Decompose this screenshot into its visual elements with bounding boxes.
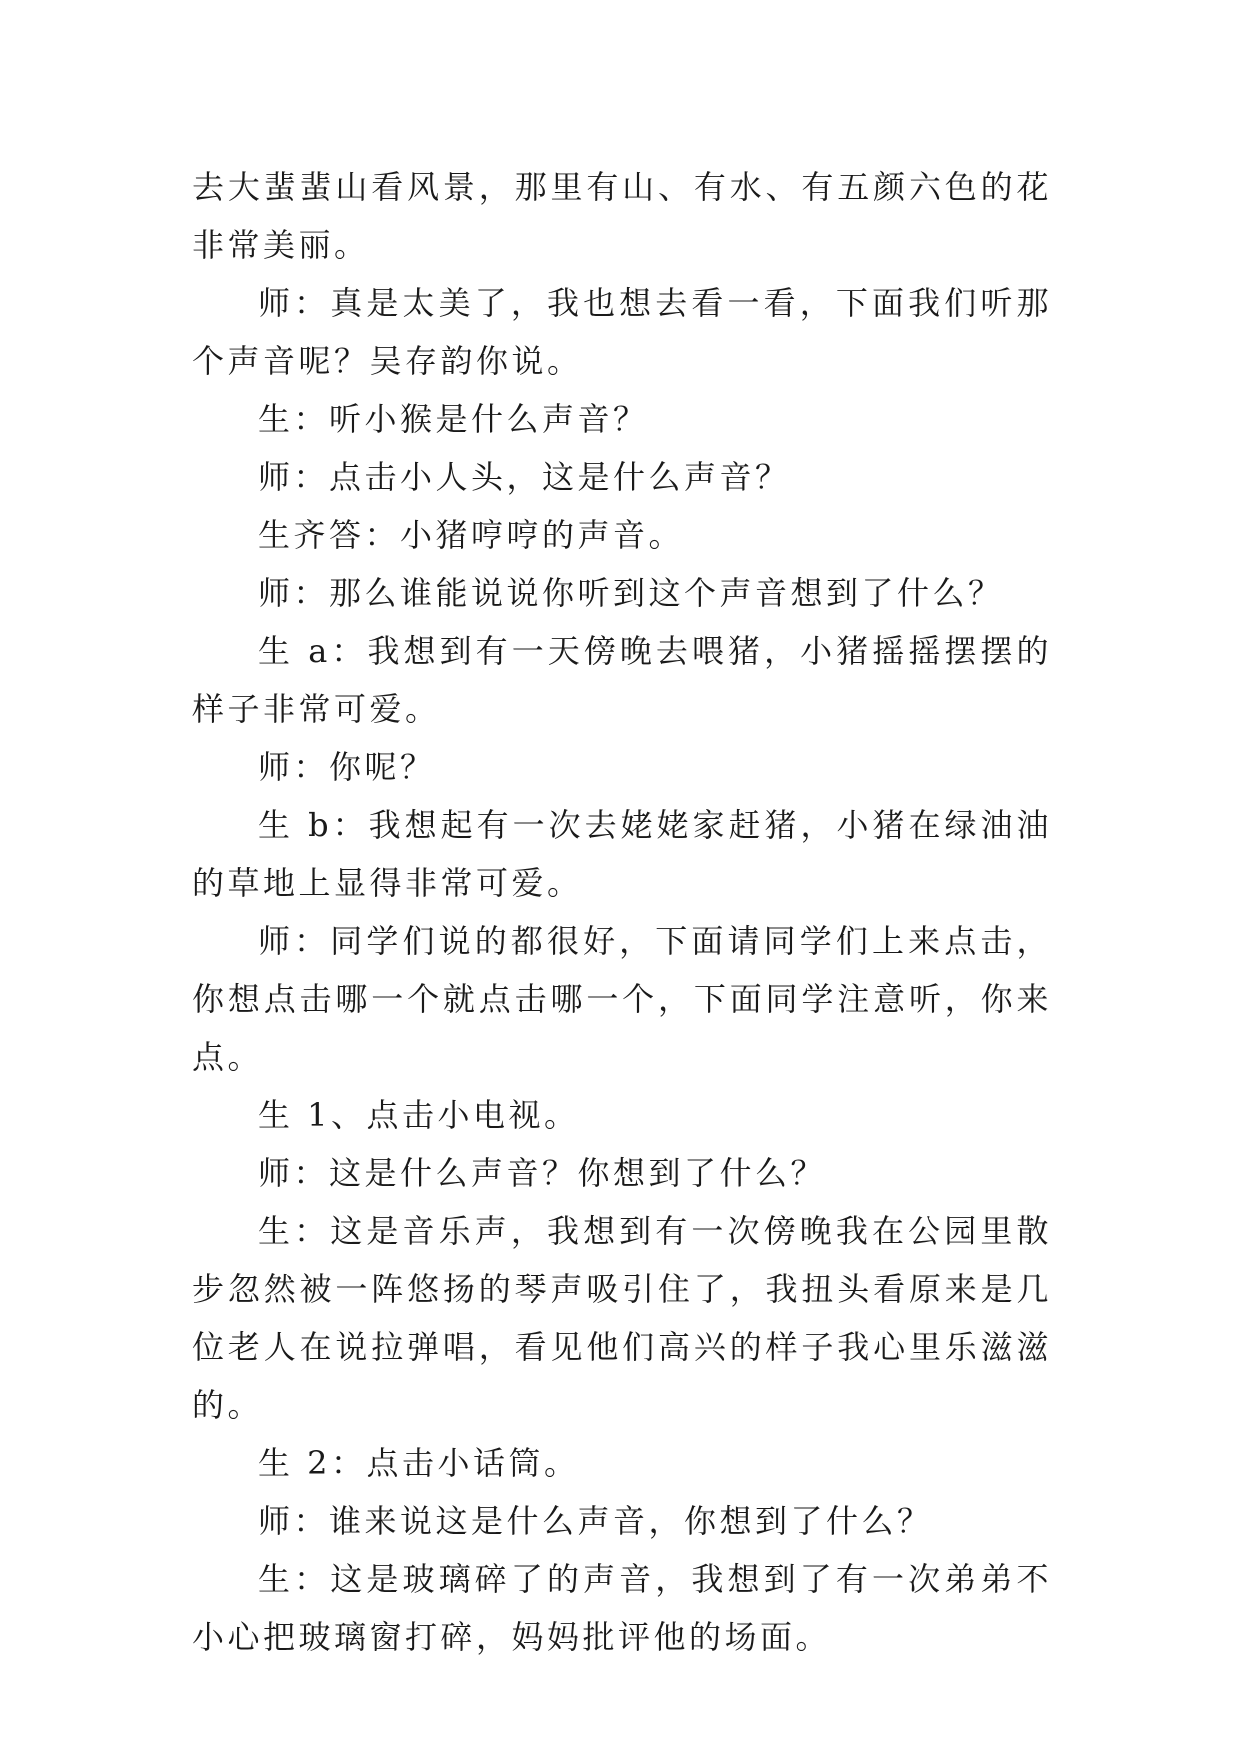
paragraph: 去大蜚蜚山看风景，那里有山、有水、有五颜六色的花非常美丽。 <box>192 168 1052 264</box>
paragraph: 生齐答：小猪哼哼的声音。 <box>258 516 685 554</box>
document-body <box>192 158 1052 1666</box>
paragraph: 生：这是玻璃碎了的声音，我想到了有一次弟弟不小心把玻璃窗打碎，妈妈批评他的场面。 <box>192 1560 1052 1656</box>
paragraph: 生 a：我想到有一天傍晚去喂猪，小猪摇摇摆摆的样子非常可爱。 <box>192 632 1052 728</box>
paragraph: 生 2：点击小话筒。 <box>258 1444 580 1482</box>
paragraph: 师：这是什么声音？你想到了什么？ <box>258 1154 827 1192</box>
paragraph: 生 1、点击小电视。 <box>258 1096 580 1134</box>
paragraph: 师：那么谁能说说你听到这个声音想到了什么？ <box>258 574 1004 612</box>
paragraph: 师：你呢？ <box>258 748 436 786</box>
paragraph: 生：这是音乐声，我想到有一次傍晚我在公园里散步忽然被一阵悠扬的琴声吸引住了，我扭头看原来是几位老人在说拉弹唱，看见他们高兴的样子我心里乐滋滋的。 <box>192 1212 1052 1424</box>
paragraph: 师：谁来说这是什么声音，你想到了什么？ <box>258 1502 933 1540</box>
paragraph: 生：听小猴是什么声音？ <box>258 400 649 438</box>
paragraph: 师：点击小人头，这是什么声音？ <box>258 458 791 496</box>
paragraph: 师：同学们说的都很好，下面请同学们上来点击，你想点击哪一个就点击哪一个，下面同学注意听，你来点。 <box>192 922 1052 1076</box>
paragraph: 师：真是太美了，我也想去看一看，下面我们听那个声音呢？吴存韵你说。 <box>192 284 1052 380</box>
paragraph: 生 b：我想起有一次去姥姥家赶猪，小猪在绿油油的草地上显得非常可爱。 <box>192 806 1052 902</box>
